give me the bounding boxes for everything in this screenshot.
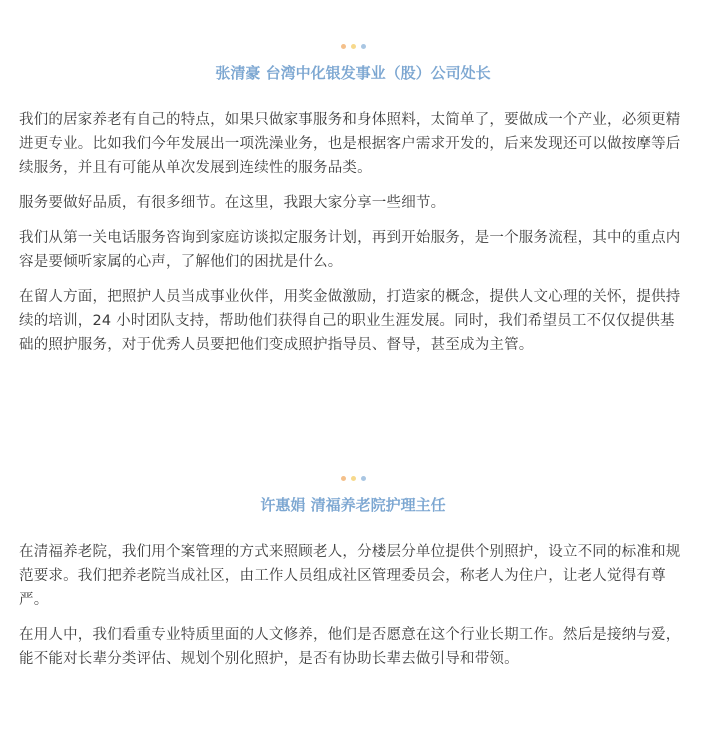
dot-yellow <box>351 476 356 481</box>
speaker-title: 许惠娟 清福养老院护理主任 <box>260 496 446 514</box>
paragraph: 我们的居家养老有自己的特点，如果只做家事服务和身体照料，太简单了，要做成一个产业，必须更精进更专业。比如我们今年发展出一项洗澡业务，也是根据客户需求开发的，后来发现还可以做按摩等后续服务，并且有可能从单次发展到连续性的服务品类。 <box>19 112 681 176</box>
paragraph: 在用人中，我们看重专业特质里面的人文修养，他们是否愿意在这个行业长期工作。然后是接纳与爱，能不能对长辈分类评估、规划个别化照护，是否有协助长辈去做引导和带领。 <box>19 627 681 667</box>
paragraph: 我们从第一关电话服务咨询到家庭访谈拟定服务计划，再到开始服务，是一个服务流程，其中的重点内容是要倾听家属的心声，了解他们的困扰是什么。 <box>19 230 681 270</box>
dot-blue <box>361 44 366 49</box>
speaker-section-2 <box>19 476 687 682</box>
speaker-section-1 <box>19 44 687 368</box>
paragraph: 在清福养老院，我们用个案管理的方式来照顾老人，分楼层分单位提供个别照护，设立不同的标准和规范要求。我们把养老院当成社区，由工作人员组成社区管理委员会，称老人为住户，让老人觉得有尊严。 <box>19 544 681 608</box>
speaker-title: 张清豪 台湾中化银发事业（股）公司处长 <box>215 64 491 82</box>
dot-blue <box>361 476 366 481</box>
decorative-dots <box>19 44 687 50</box>
dot-orange <box>341 476 346 481</box>
paragraph: 在留人方面，把照护人员当成事业伙伴，用奖金做激励，打造家的概念，提供人文心理的关怀，提供持续的培训，24 小时团队支持，帮助他们获得自己的职业生涯发展。同时，我们希望员工不仅仅提供基础的照护服务，对于优秀人员要把他们变成照护指导员、督导，甚至成为主管。 <box>19 289 681 353</box>
paragraph: 服务要做好品质，有很多细节。在这里，我跟大家分享一些细节。 <box>19 195 446 211</box>
dot-yellow <box>351 44 356 49</box>
dot-orange <box>341 44 346 49</box>
decorative-dots <box>19 476 687 482</box>
